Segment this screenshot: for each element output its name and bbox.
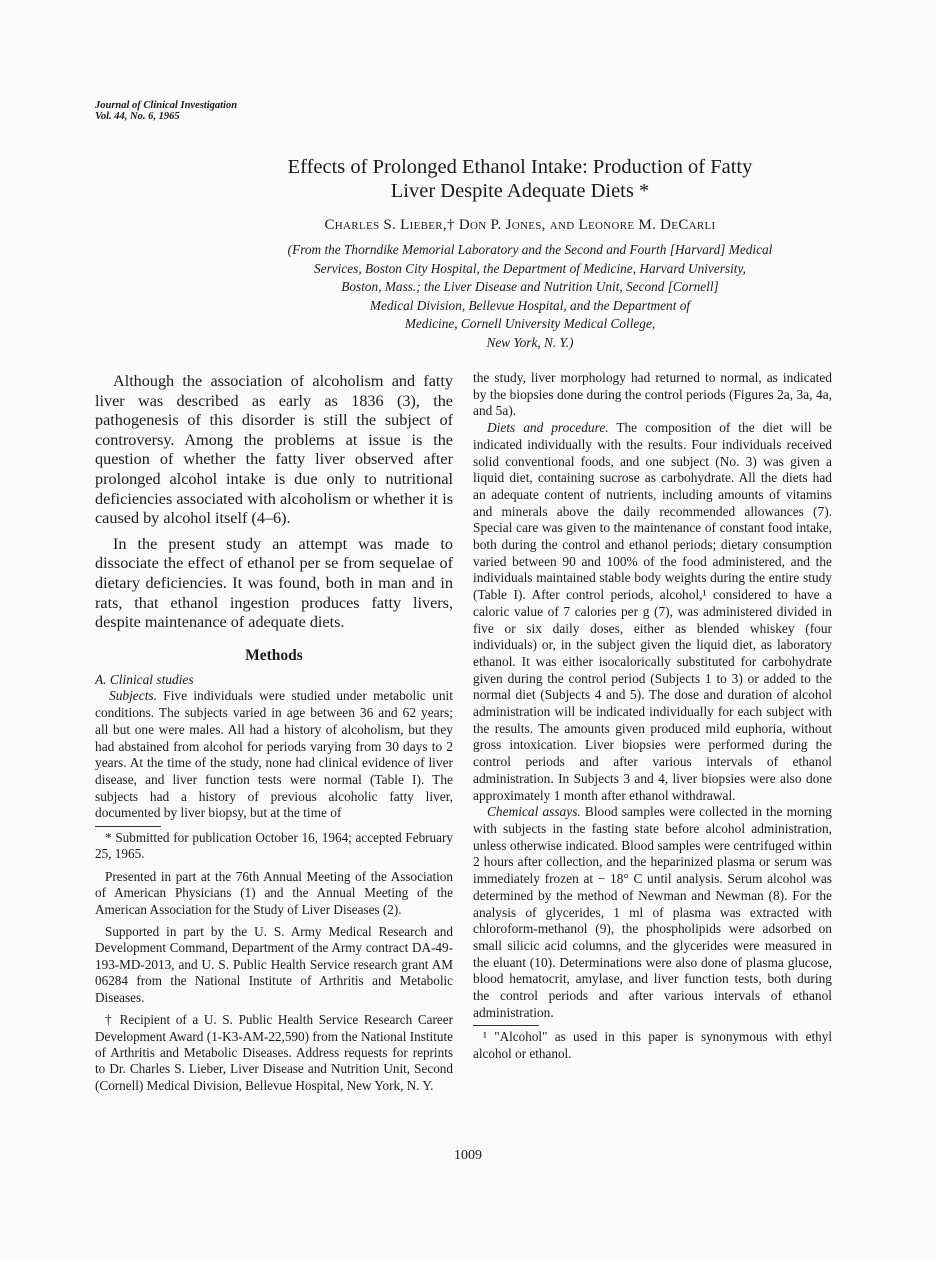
subjects-label: Subjects. <box>109 688 157 704</box>
affiliation-line: Boston, Mass.; the Liver Disease and Nutrition Unit, Second [Cornell] <box>341 279 719 294</box>
diets-paragraph <box>473 420 832 804</box>
paper-title <box>140 155 900 203</box>
chemical-assays-label: Chemical assays. <box>487 804 581 820</box>
title-line-2: Liver Despite Adequate Diets * <box>390 180 650 202</box>
footnote-divider <box>95 826 161 827</box>
intro-paragraph-1: Although the association of alcoholism and fatty liver was described as early as 1836 (3), the pathogenesis of this disorder is still the subject of controversy. Among the problems at issue is the question of whether the fatty liver observed after prolonged alcohol intake is due only to nutritional deficiencies associated with alcoholism or whether it is caused by alcohol itself (4–6). <box>95 372 453 528</box>
page-number: 1009 <box>454 1148 482 1163</box>
footnote-divider <box>473 1025 539 1026</box>
left-column <box>95 372 453 1100</box>
subjects-text: Five individuals were studied under metabolic unit conditions. The subjects varied in age between 36 and 62 years; all but one were males. All had a history of alcoholism, but they had abstained from alcohol for periods varying from 30 days to 2 years. At the time of the study, none had clinical evidence of liver disease, and liver function tests were normal (Table I). The subjects had a history of previous alcoholic fatty liver, documented by liver biopsy, but at the time of <box>95 688 453 821</box>
chemical-assays-text: Blood samples were collected in the morning with subjects in the fasting state before alcohol administration, unless otherwise indicated. Blood samples were centrifuged within 2 hours after collection, and the heparinized plasma or serum was immediately frozen at − 18° C until analysis. Serum alcohol was determined by the method of Newman and Newman (8). For the analysis of glycerides, 1 ml of plasma was extracted with chloroform-methanol (9), the phospholipids were adsorbed on small silicic acid columns, and the glycerides were measured in the eluant (10). Determinations were also done of plasma glucose, blood hematocrit, amylase, and liver function tests, both during the control periods and after various intervals of ethanol administration. <box>473 804 832 1020</box>
journal-citation <box>95 100 237 122</box>
footnote-submitted: * Submitted for publication October 16, 1964; accepted February 25, 1965. <box>95 830 453 862</box>
journal-volume: Vol. 44, No. 6, 1965 <box>95 111 180 122</box>
affiliation-line: Medicine, Cornell University Medical College, <box>404 316 656 331</box>
methods-heading: Methods <box>245 646 303 664</box>
affiliation-line: Services, Boston City Hospital, the Department of Medicine, Harvard University, <box>314 260 746 276</box>
author-list: Charles S. Lieber,† Don P. Jones, and Leonore M. DeCarli <box>324 217 716 233</box>
continued-paragraph: the study, liver morphology had returned to normal, as indicated by the biopsies done during the control periods (Figures 2a, 3a, 4a, and 5a). <box>473 370 832 419</box>
intro-paragraph-2: In the present study an attempt was made to dissociate the effect of ethanol per se from sequelae of dietary deficiencies. It was found, both in man and in rats, that ethanol ingestion produces fatty livers, despite maintenance of adequate diets. <box>95 534 453 632</box>
affiliation-line: New York, N. Y.) <box>486 334 574 350</box>
right-column <box>473 370 832 1068</box>
footnote-presented: Presented in part at the 76th Annual Meeting of the Association of American Physicians (1) and the Annual Meeting of the American Association for the Study of Liver Diseases (2). <box>95 868 453 917</box>
diets-label: Diets and procedure. <box>487 420 609 436</box>
clinical-studies-heading: A. Clinical studies <box>95 671 194 687</box>
footnote-recipient: † Recipient of a U. S. Public Health Service Research Career Development Award (1-K3-AM-22,590) from the National Institute of Arthritis and Metabolic Diseases. Address requests for reprints to Dr. Charles S. Lieber, Liver Disease and Nutrition Unit, Second (Cornell) Medical Division, Bellevue Hospital, New York, N. Y. <box>95 1012 453 1093</box>
title-line-1: Effects of Prolonged Ethanol Intake: Production of Fatty <box>287 156 753 178</box>
footnote-alcohol: ¹ "Alcohol" as used in this paper is synonymous with ethyl alcohol or ethanol. <box>473 1029 832 1061</box>
diets-text: The composition of the diet will be indicated individually with the results. Four individuals received solid conventional foods, and one subject (No. 3) was given a liquid diet, containing sucrose as carbohydrate. All the diets had an adequate content of nutrients, including amounts of vitamins and minerals above the daily recommended allowances (7). Special care was given to the maintenance of constant food intake, both during the control and ethanol periods; dietary consumption varied between 90 and 100% of the food administered, and the individuals maintained stable body weights during the entire study (Table I). After control periods, alcohol,¹ considered to have a caloric value of 7 calories per g (7), was administered divided in five or six daily doses, either as blended whiskey (four individuals) or, in the subject given the liquid diet, as laboratory ethanol. It was either isocalorically substituted for carbohydrate given during the control period (Subjects 1 to 3) or added to the normal diet (Subjects 4 and 5). The dose and duration of alcohol administration will be indicated individually for each subject with the results. The amounts given produced mild euphoria, without gross intoxication. Liver biopsies were performed during the control periods and after various intervals of ethanol administration. In Subjects 3 and 4, liver biopsies were also done approximately 1 month after ethanol withdrawal. <box>473 420 832 803</box>
subjects-paragraph <box>95 688 453 822</box>
affiliation-line: (From the Thorndike Memorial Laboratory and the Second and Fourth [Harvard] Medical <box>287 242 773 257</box>
affiliation <box>150 241 910 352</box>
footnote-supported: Supported in part by the U. S. Army Medical Research and Development Command, Department of the Army contract DA-49-193-MD-2013, and U. S. Public Health Service research grant AM 06284 from the National Institute of Arthritis and Metabolic Diseases. <box>95 924 453 1005</box>
chemical-assays-paragraph <box>473 804 832 1021</box>
journal-name: Journal of Clinical Investigation <box>95 100 238 111</box>
affiliation-line: Medical Division, Bellevue Hospital, and the Department of <box>369 297 691 313</box>
